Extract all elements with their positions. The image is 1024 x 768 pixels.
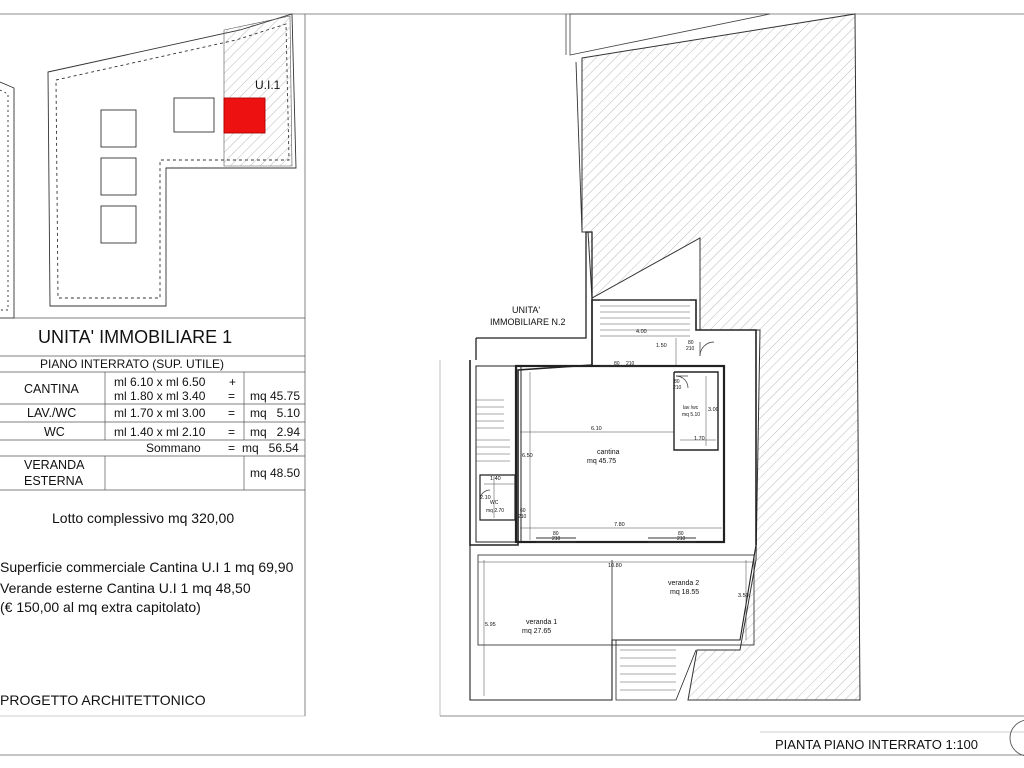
dim-150: 1.50 [656,343,667,349]
dim-400: 4.00 [636,329,647,335]
row-cantina-op2: = [228,389,236,403]
door-a-height: 210 [686,346,695,352]
win-b-height: 210 [677,536,686,542]
row-wc-calc: ml 1.40 x ml 2.10 [114,425,206,439]
win-a-width: 80 [553,531,559,537]
dim-780: 7.80 [614,522,625,528]
project-label: PROGETTO ARCHITETTONICO [0,692,206,708]
dim-210: 2.10 [480,495,491,501]
extra-note: (€ 150,00 al mq extra capitolato) [0,599,201,615]
row-cantina-area: mq 45.75 [250,389,301,403]
door-a-width: 80 [688,340,694,346]
table-subtitle: PIANO INTERRATO (SUP. UTILE) [40,357,225,371]
dim-650: 6.50 [522,453,533,459]
row-cantina-calc1: ml 6.10 x ml 6.50 [114,375,206,389]
dim-610: 6.10 [591,426,602,432]
row-lav-op: = [228,406,236,420]
sheet-marker [1010,720,1024,756]
sum-op: = [228,441,236,455]
dim-1080: 10.80 [608,563,622,569]
door-b-height: 210 [673,385,682,391]
row-wc-area: mq 2.94 [250,425,301,439]
veranda-label-1: VERANDA [24,458,85,472]
lav-area: mq 5.10 [682,412,701,418]
stairs [476,300,690,690]
highlighted-unit-square [224,98,265,133]
row-lav-area: mq 5.10 [250,406,301,420]
row-cantina-op1: + [229,375,237,389]
win-c-height: 210 [626,361,635,367]
dim-170: 1.70 [694,436,705,442]
row-lav-room: LAV./WC [27,406,77,420]
lotto-note: Lotto complessivo mq 320,00 [52,510,235,526]
wc-name: WC [490,500,499,506]
table-title: UNITA' IMMOBILIARE 1 [38,327,233,347]
veranda-label-2: ESTERNA [24,474,84,488]
drawing-title: PIANTA PIANO INTERRATO 1:100 [775,737,979,752]
veranda1-name: veranda 1 [526,619,558,626]
veranda1-area: mq 27.65 [522,628,552,635]
row-wc-room: WC [44,425,65,439]
win-a-height: 210 [552,536,561,542]
plan-hatched-area [566,14,860,700]
dim-350: 3.50 [738,593,749,599]
win-c-width: 80 [614,361,620,367]
key-map [0,14,296,318]
win-b-width: 80 [678,531,684,537]
wc-area: mq 2.70 [486,508,505,514]
unit-label: U.I.1 [255,78,281,92]
unit2-label-line2: IMMOBILIARE N.2 [490,317,566,327]
veranda2-name: veranda 2 [668,580,700,587]
door-c-height: 210 [518,514,527,520]
door-c-width: 60 [520,508,526,514]
commercial-surface-note: Superficie commerciale Cantina U.I 1 mq 69,90 [0,559,294,575]
sum-label: Sommano [146,441,201,455]
row-cantina-room: CANTINA [24,382,79,396]
dim-140: 1.40 [490,476,501,482]
lav-name: lav /wc [683,405,699,411]
unit2-label-line1: UNITA' [512,305,541,315]
dim-300: 3.00 [708,407,719,413]
door-b-width: 80 [674,379,680,385]
dim-595: 5.95 [485,622,496,628]
row-wc-op: = [228,425,236,439]
row-lav-calc: ml 1.70 x ml 3.00 [114,406,206,420]
cantina-name: cantina [597,449,620,456]
sum-value: mq 56.54 [242,441,299,455]
cantina-area: mq 45.75 [587,458,617,465]
verande-note: Verande esterne Cantina U.I 1 mq 48,50 [0,580,251,596]
row-cantina-calc2: ml 1.80 x ml 3.40 [114,389,206,403]
veranda2-area: mq 18.55 [670,589,700,596]
veranda-value: mq 48.50 [250,466,301,480]
